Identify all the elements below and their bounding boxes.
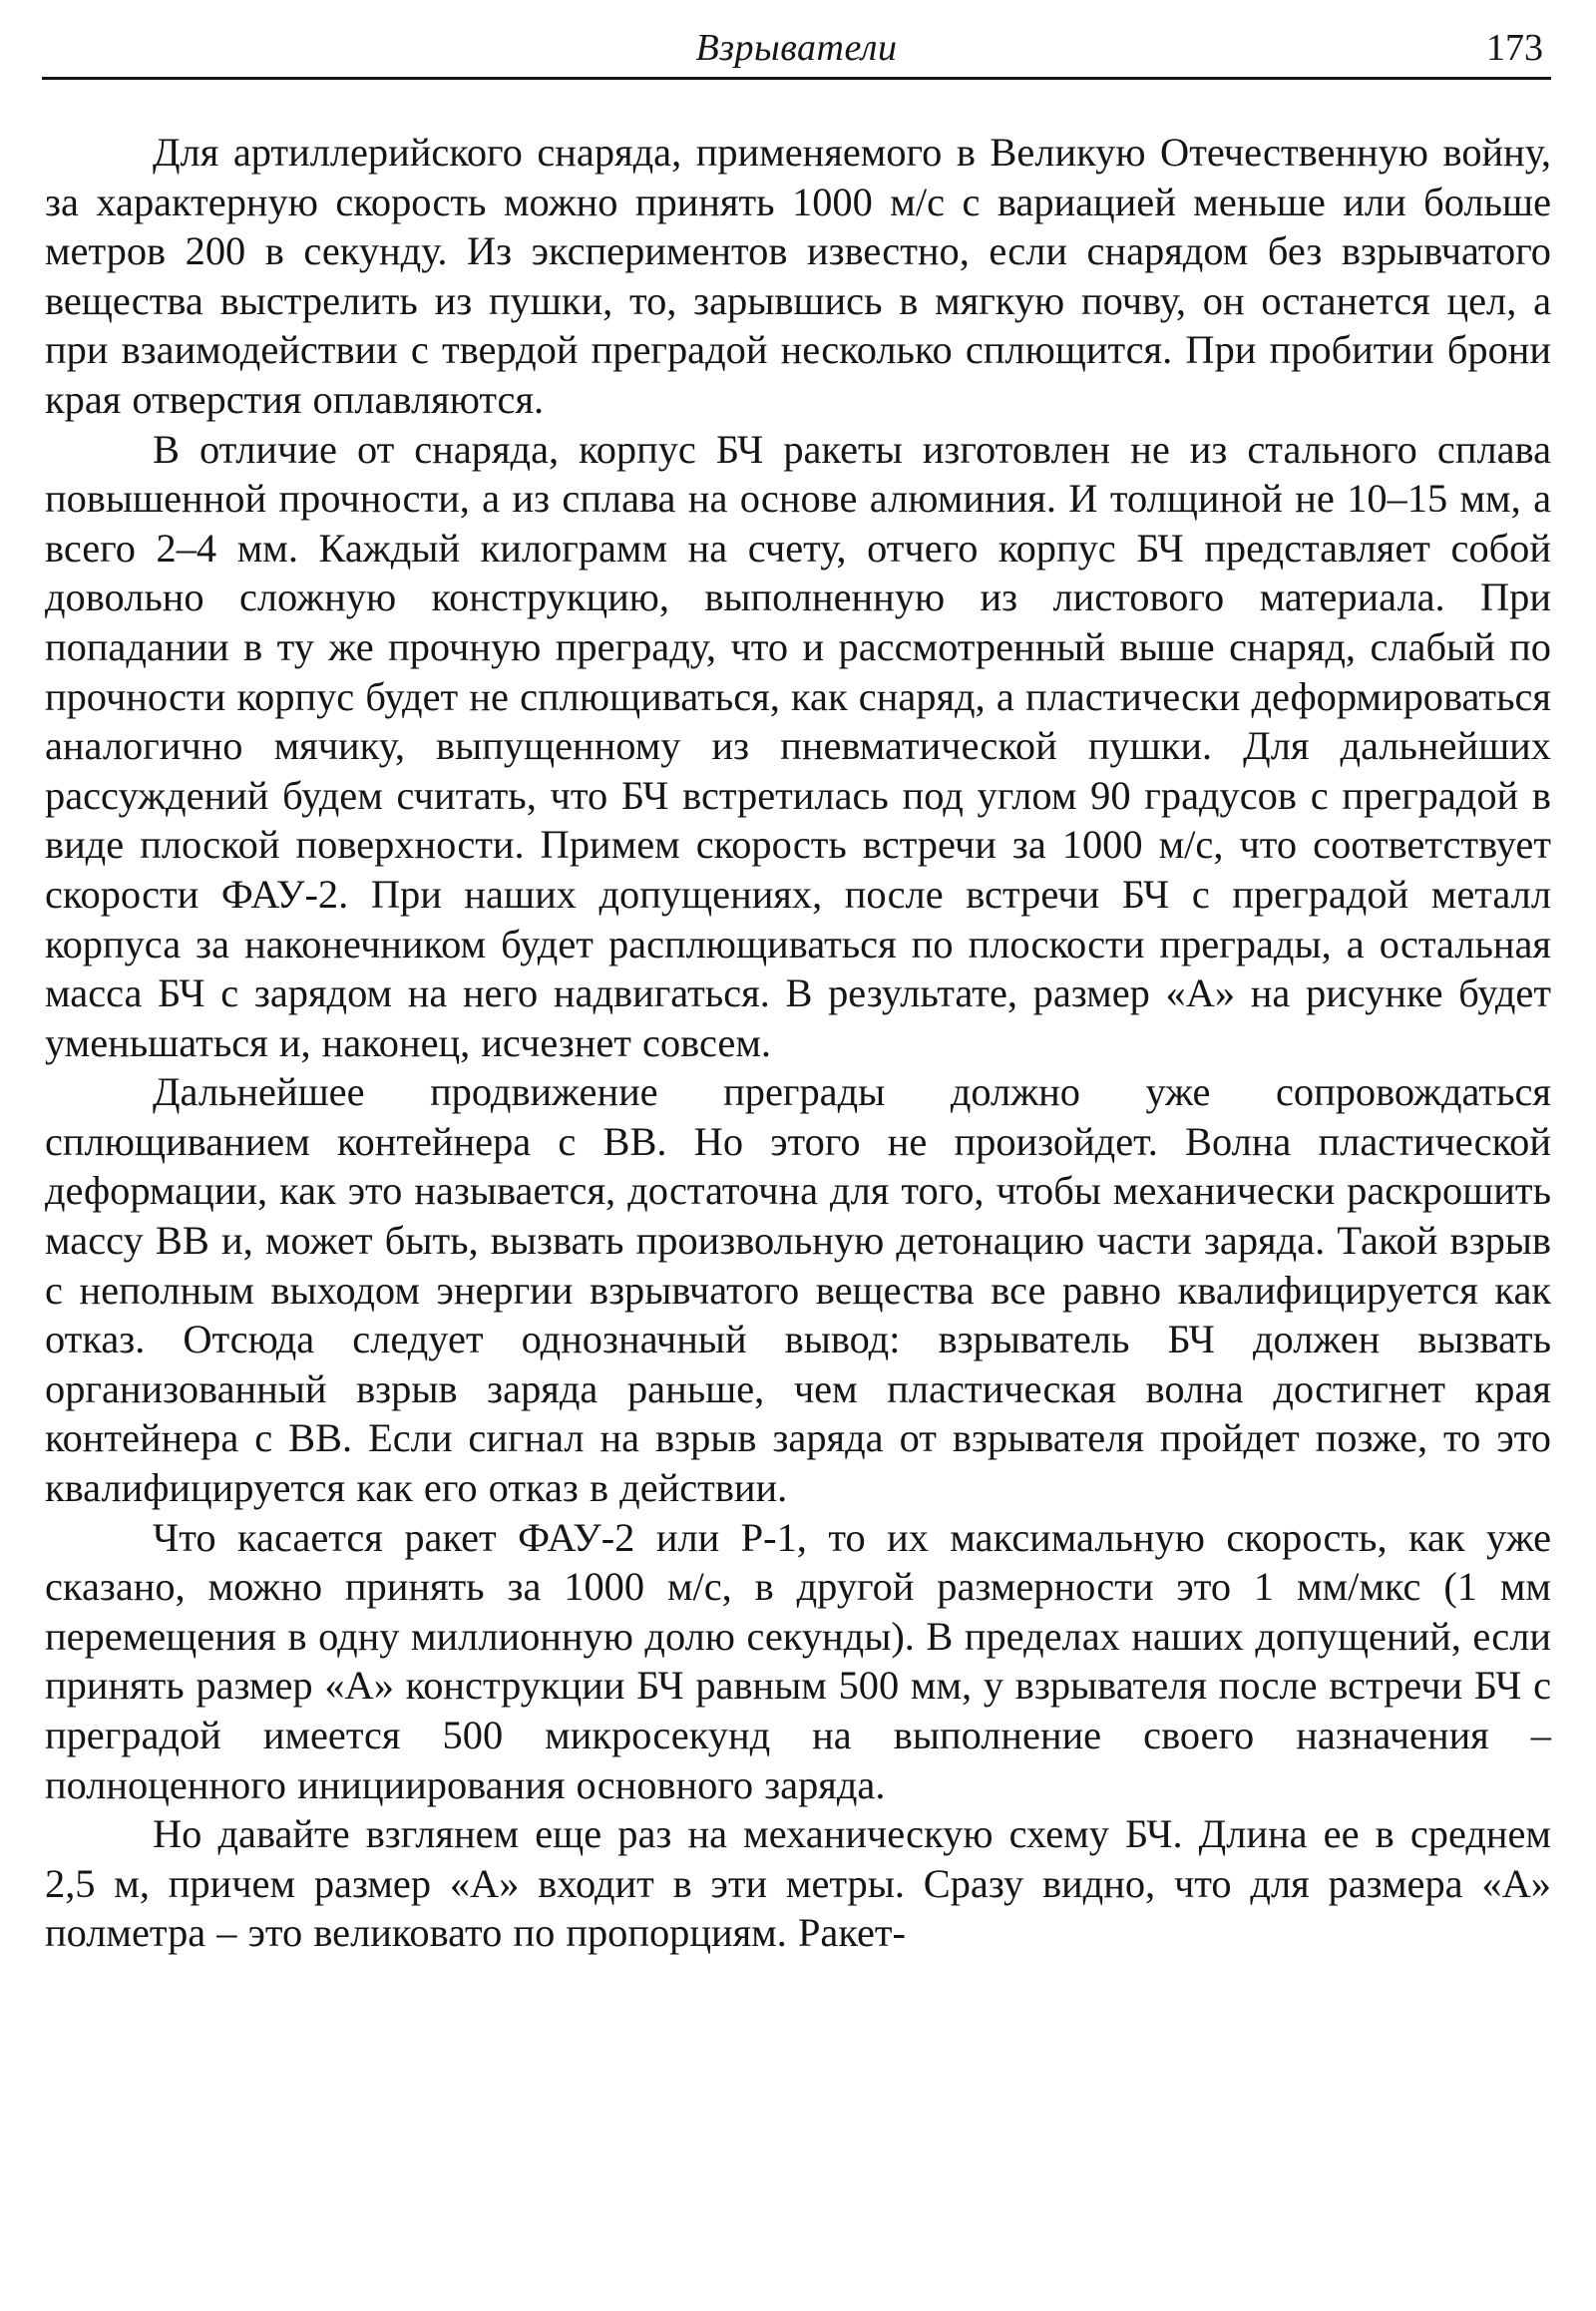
paragraph-5: Но давайте взглянем еще раз на механическую схему БЧ. Длина ее в среднем 2,5 м, причем размер «А» входит в эти метры. Сразу видно, что для размера «А» полметра – это великовато по пропорциям. Ракет- [45, 1811, 1551, 1956]
paragraph-1: Для артиллерийского снаряда, применяемого в Великую Отечественную войну, за характерную скорость можно принять 1000 м/с с вариацией меньше или больше метров 200 в секунду. Из экспериментов известно, если снарядом без взрывчатого вещества выстрелить из пушки, то, зарывшись в мягкую почву, он останется цел, а при взаимодействии с твердой преградой несколько сплющится. При пробитии брони края отверстия оплавляются. [45, 130, 1551, 422]
paragraph-3: Дальнейшее продвижение преграды должно уже сопровождаться сплющиванием контейнера с ВВ. Но этого не произойдет. Волна пластической деформации, как это называется, достаточна для того, чтобы механически раскрошить массу ВВ и, может быть, вызвать произвольную детонацию части заряда. Такой взрыв с неполным выходом энергии взрывчатого вещества все равно квалифицируется как отказ. Отсюда следует однозначный вывод: взрыватель БЧ должен вызвать организованный взрыв заряда раньше, чем пластическая волна достигнет края контейнера с ВВ. Если сигнал на взрыв заряда от взрывателя пройдет позже, то это квалифицируется как его отказ в действии. [45, 1069, 1551, 1511]
page-number: 173 [1486, 27, 1543, 69]
header-rule [42, 77, 1551, 80]
page-header [42, 22, 1551, 80]
paragraph-4: Что касается ракет ФАУ-2 или Р-1, то их максимальную скорость, как уже сказано, можно принять за 1000 м/с, в другой размерности это 1 мм/мкс (1 мм перемещения в одну миллионную долю секунды). В пределах наших допущений, если принять размер «А» конструкции БЧ равным 500 мм, у взрывателя после встречи БЧ с преградой имеется 500 микросекунд на выполнение своего назначения – полноценного инициирования основного заряда. [45, 1514, 1551, 1807]
body-text [45, 128, 1551, 1958]
paragraph-2: В отличие от снаряда, корпус БЧ ракеты изготовлен не из стального сплава повышенной прочности, а из сплава на основе алюминия. И толщиной не 10–15 мм, а всего 2–4 мм. Каждый килограмм на счету, отчего корпус БЧ представляет собой довольно сложную конструкцию, выполненную из листового материала. При попадании в ту же прочную преграду, что и рассмотренный выше снаряд, слабый по прочности корпус будет не сплющиваться, как снаряд, а пластически деформироваться аналогично мячику, выпущенному из пневматической пушки. Для дальнейших рассуждений будем считать, что БЧ встретилась под углом 90 градусов с преградой в виде плоской поверхности. Примем скорость встречи за 1000 м/с, что соответствует скорости ФАУ-2. При наших допущениях, после встречи БЧ с преградой металл корпуса за наконечником будет расплющиваться по плоскости преграды, а остальная масса БЧ с зарядом на него надвигаться. В результате, размер «А» на рисунке будет уменьшаться и, наконец, исчезнет совсем. [45, 426, 1551, 1065]
running-head: Взрыватели [695, 27, 898, 69]
